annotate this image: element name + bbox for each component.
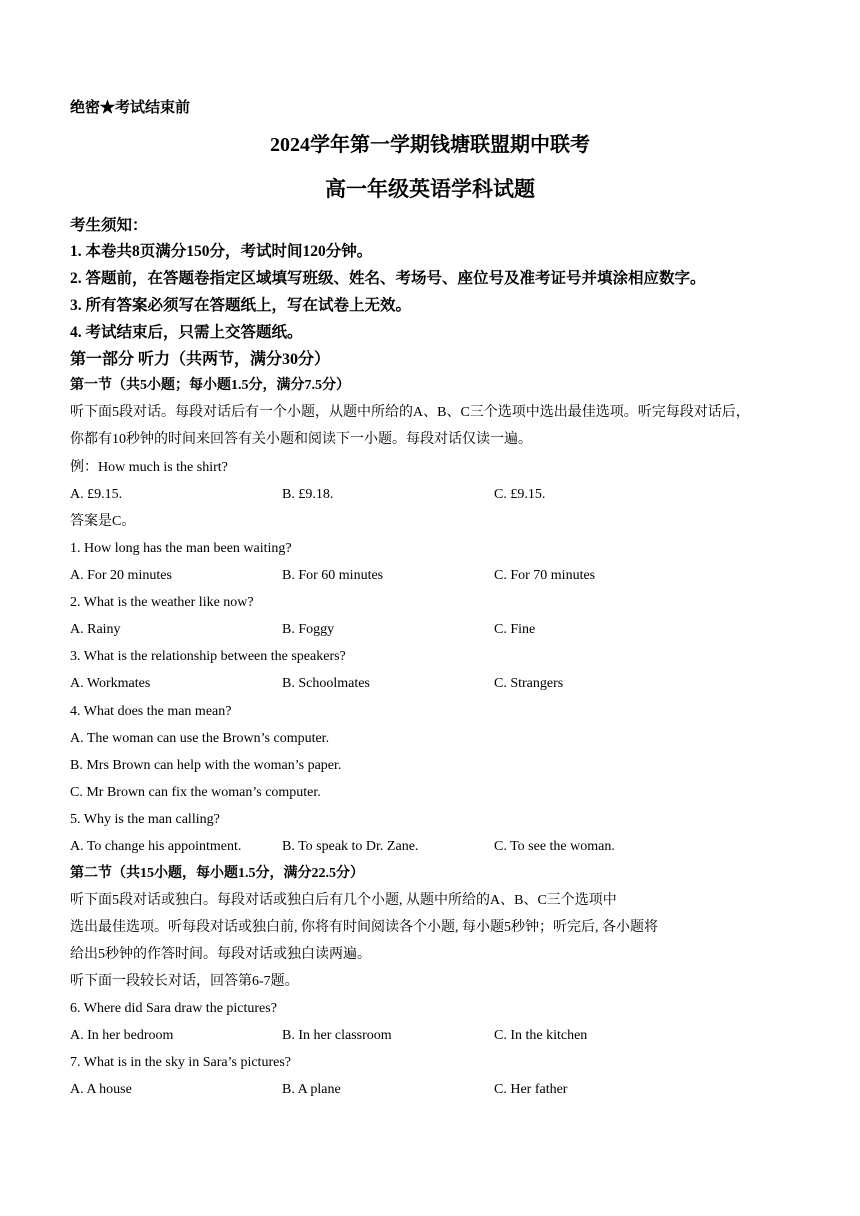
question-7: 7. What is in the sky in Sara’s pictures? [70, 1055, 291, 1070]
option-a: A. A house [70, 1082, 132, 1097]
option-b: B. Foggy [282, 622, 335, 637]
dialogue-lead: 听下面一段较长对话，回答第6-7题。 [70, 974, 299, 989]
option-a: A. £9.15. [70, 487, 123, 502]
section2-instructions: 给出5秒钟的作答时间。每段对话或独白读两遍。 [70, 947, 371, 962]
option-c: C. In the kitchen [494, 1028, 588, 1043]
option-a: A. For 20 minutes [70, 568, 172, 583]
option-a: A. To change his appointment. [70, 839, 242, 854]
question-6-options [70, 1027, 790, 1045]
option-a: A. The woman can use the Brown’s computer. [70, 731, 330, 746]
section2-heading: 第二节（共15小题，每小题1.5分，满分22.5分） [70, 866, 364, 881]
option-b: B. In her classroom [282, 1028, 392, 1043]
question-1: 1. How long has the man been waiting? [70, 541, 292, 556]
option-b: B. Schoolmates [282, 676, 370, 691]
notice-item: 2. 答题前，在答题卷指定区域填写班级、姓名、考场号、座位号及准考证号并填涂相应数字。 [70, 270, 706, 287]
section1-instructions: 听下面5段对话。每段对话后有一个小题，从题中所给的A、B、C三个选项中选出最佳选项。听完每段对话后， [70, 405, 750, 420]
question-7-options [70, 1081, 790, 1099]
option-c: C. Mr Brown can fix the woman’s computer. [70, 785, 321, 800]
option-a: A. Rainy [70, 622, 121, 637]
option-c: C. Strangers [494, 676, 564, 691]
notice-item: 1. 本卷共8页满分150分，考试时间120分钟。 [70, 243, 373, 260]
question-3-options [70, 675, 790, 693]
example-options [70, 486, 790, 504]
part1-heading: 第一部分 听力（共两节，满分30分） [70, 351, 331, 368]
question-2-options [70, 621, 790, 639]
question-6: 6. Where did Sara draw the pictures? [70, 1001, 277, 1016]
question-1-options [70, 567, 790, 585]
section2-instructions: 听下面5段对话或独白。每段对话或独白后有几个小题, 从题中所给的A、B、C三个选项中 [70, 893, 617, 908]
section1-heading: 第一节（共5小题；每小题1.5分，满分7.5分） [70, 378, 350, 393]
question-4: 4. What does the man mean? [70, 704, 232, 719]
question-5-options [70, 838, 790, 856]
exam-subtitle: 高一年级英语学科试题 [325, 177, 535, 201]
secrecy-label: 绝密★考试结束前 [70, 100, 191, 116]
option-b: B. For 60 minutes [282, 568, 384, 583]
option-b: B. To speak to Dr. Zane. [282, 839, 419, 854]
option-b: B. A plane [282, 1082, 341, 1097]
notice-heading: 考生须知： [70, 217, 148, 234]
option-c: C. £9.15. [494, 487, 546, 502]
option-c: C. To see the woman. [494, 839, 615, 854]
example-answer: 答案是C。 [70, 514, 136, 529]
option-a: A. In her bedroom [70, 1028, 174, 1043]
option-b: B. Mrs Brown can help with the woman’s paper. [70, 758, 342, 773]
question-5: 5. Why is the man calling? [70, 812, 220, 827]
option-a: A. Workmates [70, 676, 151, 691]
example-question: 例：How much is the shirt? [70, 460, 228, 475]
notice-item: 3. 所有答案必须写在答题纸上，写在试卷上无效。 [70, 297, 412, 314]
option-c: C. For 70 minutes [494, 568, 596, 583]
question-2: 2. What is the weather like now? [70, 595, 254, 610]
section1-instructions: 你都有10秒钟的时间来回答有关小题和阅读下一小题。每段对话仅读一遍。 [70, 432, 532, 447]
option-b: B. £9.18. [282, 487, 334, 502]
question-3: 3. What is the relationship between the speakers? [70, 649, 346, 664]
option-c: C. Fine [494, 622, 536, 637]
exam-title: 2024学年第一学期钱塘联盟期中联考 [270, 134, 590, 156]
section2-instructions: 选出最佳选项。听每段对话或独白前, 你将有时间阅读各个小题, 每小题5秒钟；听完后, 各小题将 [70, 920, 658, 935]
notice-item: 4. 考试结束后，只需上交答题纸。 [70, 324, 303, 341]
option-c: C. Her father [494, 1082, 568, 1097]
